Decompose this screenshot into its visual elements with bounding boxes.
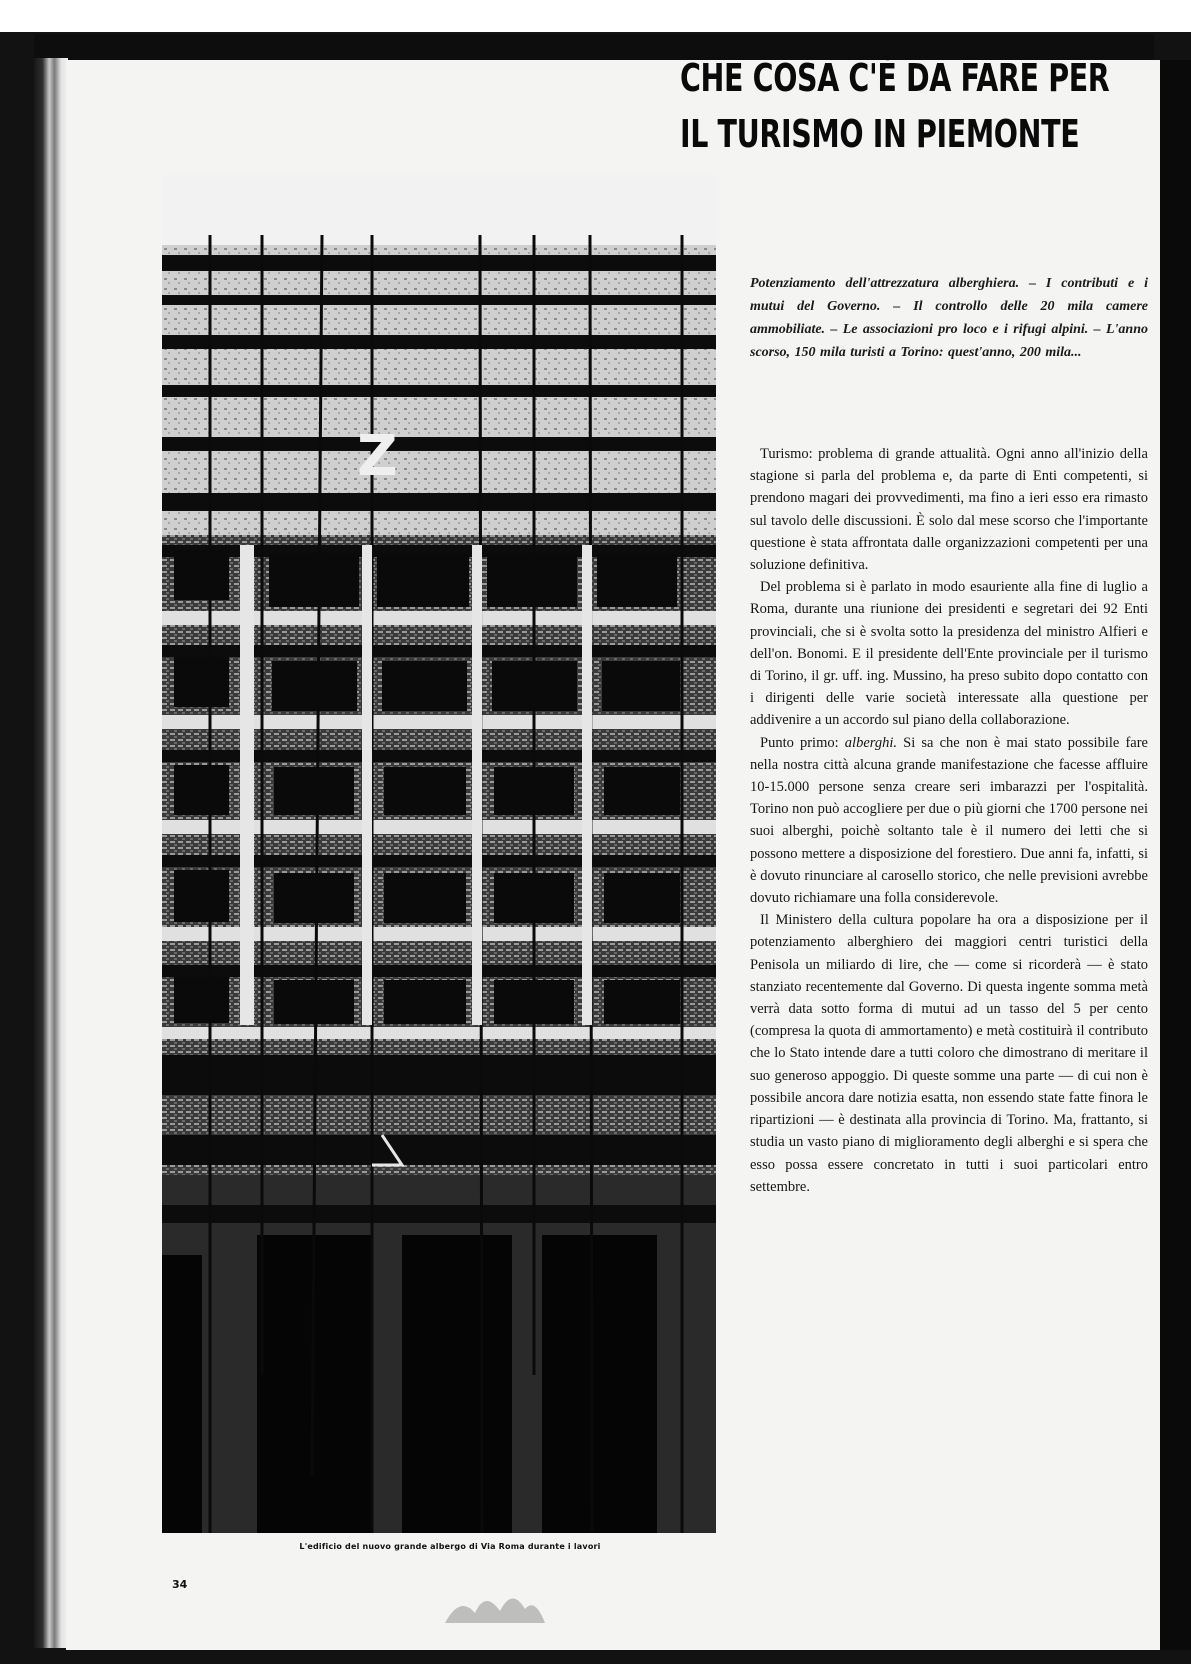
- scan-right-border: [1160, 60, 1191, 1650]
- paragraph-4: Il Ministero della cultura popolare ha ora a disposizione per il potenziamento alberghiero dei maggiori centri turistici della Penisola un miliardo di lire, che — come si ricorderà — è stato stanziato recentemente dal Governo. Di questa ingente somma metà verrà data sotto forma di mutui ad un tasso del 5 per cento (compresa la quota di ammortamento) e metà costituirà il contributo che lo Stato intende dare a tutti coloro che dimostrano di meritare il suo generoso appoggio. Di queste somme una parte — di cui non è possibile ancora dare notizia esatta, non essendo state fatte finora le ripartizioni — è destinata alla provincia di Torino. Ma, frattanto, si studia un vasto piano di miglioramento degli alberghi e si spera che esso possa essere concretato in tutti i suoi particolari entro settembre.: [750, 912, 1148, 1195]
- building-scaffolding-photo: [162, 175, 716, 1533]
- ink-smudge-mark: [440, 1585, 550, 1625]
- article-body: [750, 443, 1148, 1198]
- paragraph-3: [750, 732, 1148, 910]
- article-title: [680, 50, 1110, 162]
- page-number: 34: [172, 1578, 188, 1591]
- paragraph-3-emphasis: alberghi.: [844, 734, 898, 751]
- paragraph-1: Turismo: problema di grande attualità. Ogni anno all'inizio della stagione si parla del problema e, da parte di Enti competenti, si prendono magari dei provvedimenti, ma fino a ieri esso era rimasto sul tavolo delle discussioni. È solo dal mese scorso che l'importante questione è stata affrontata dalle organizzazioni competenti per una soluzione definitiva.: [750, 446, 1148, 574]
- paragraph-3-rest: Si sa che non è mai stato possibile fare nella nostra città alcuna grande manifestazione che facesse affluire 10-15.000 persone senza creare seri imbarazzi per l'ospitalità. Torino non può accogliere per due o più giorni che 1700 persone nei suoi alberghi, poichè soltanto tale è il numero dei letti che si possono mettere a disposizione del forestiero. Due anni fa, infatti, si è dovuto rinunciare al carosello storico, che nelle previsioni avrebbe dovuto richiamare una folla considerevole.: [750, 734, 1148, 907]
- title-line-2: IL TURISMO IN PIEMONTE: [680, 112, 1080, 156]
- article-subtitle: Potenziamento dell'attrezzatura alberghiera. – I contributi e i mutui del Governo. – Il controllo delle 20 mila camere ammobiliate. – Le associazioni pro loco e i rifugi alpini. – L'anno scorso, 150 mila turisti a Torino: quest'anno, 200 mila...: [750, 276, 1148, 360]
- book-spine: [34, 58, 68, 1648]
- paragraph-3-lead: Punto primo:: [760, 734, 845, 751]
- title-line-1: CHE COSA C'È DA FARE PER: [680, 56, 1110, 100]
- paragraph-2: Del problema si è parlato in modo esauriente alla fine di luglio a Roma, durante una riunione dei presidenti e segretari dei 92 Enti provinciali, che si è svolta sotto la presidenza del ministro Alfieri e dell'on. Bonomi. E il presidente dell'Ente provinciale per il turismo di Torino, il gr. uff. ing. Mussino, ha preso subito dopo contatto con i dirigenti delle varie società interessate alla questione per addivenire a un accordo sul piano della collaborazione.: [750, 579, 1148, 729]
- photo-caption: L'edificio del nuovo grande albergo di Via Roma durante i lavori: [299, 1542, 601, 1551]
- scan-top-margin: [0, 0, 1191, 32]
- svg-text:Z: Z: [357, 424, 398, 489]
